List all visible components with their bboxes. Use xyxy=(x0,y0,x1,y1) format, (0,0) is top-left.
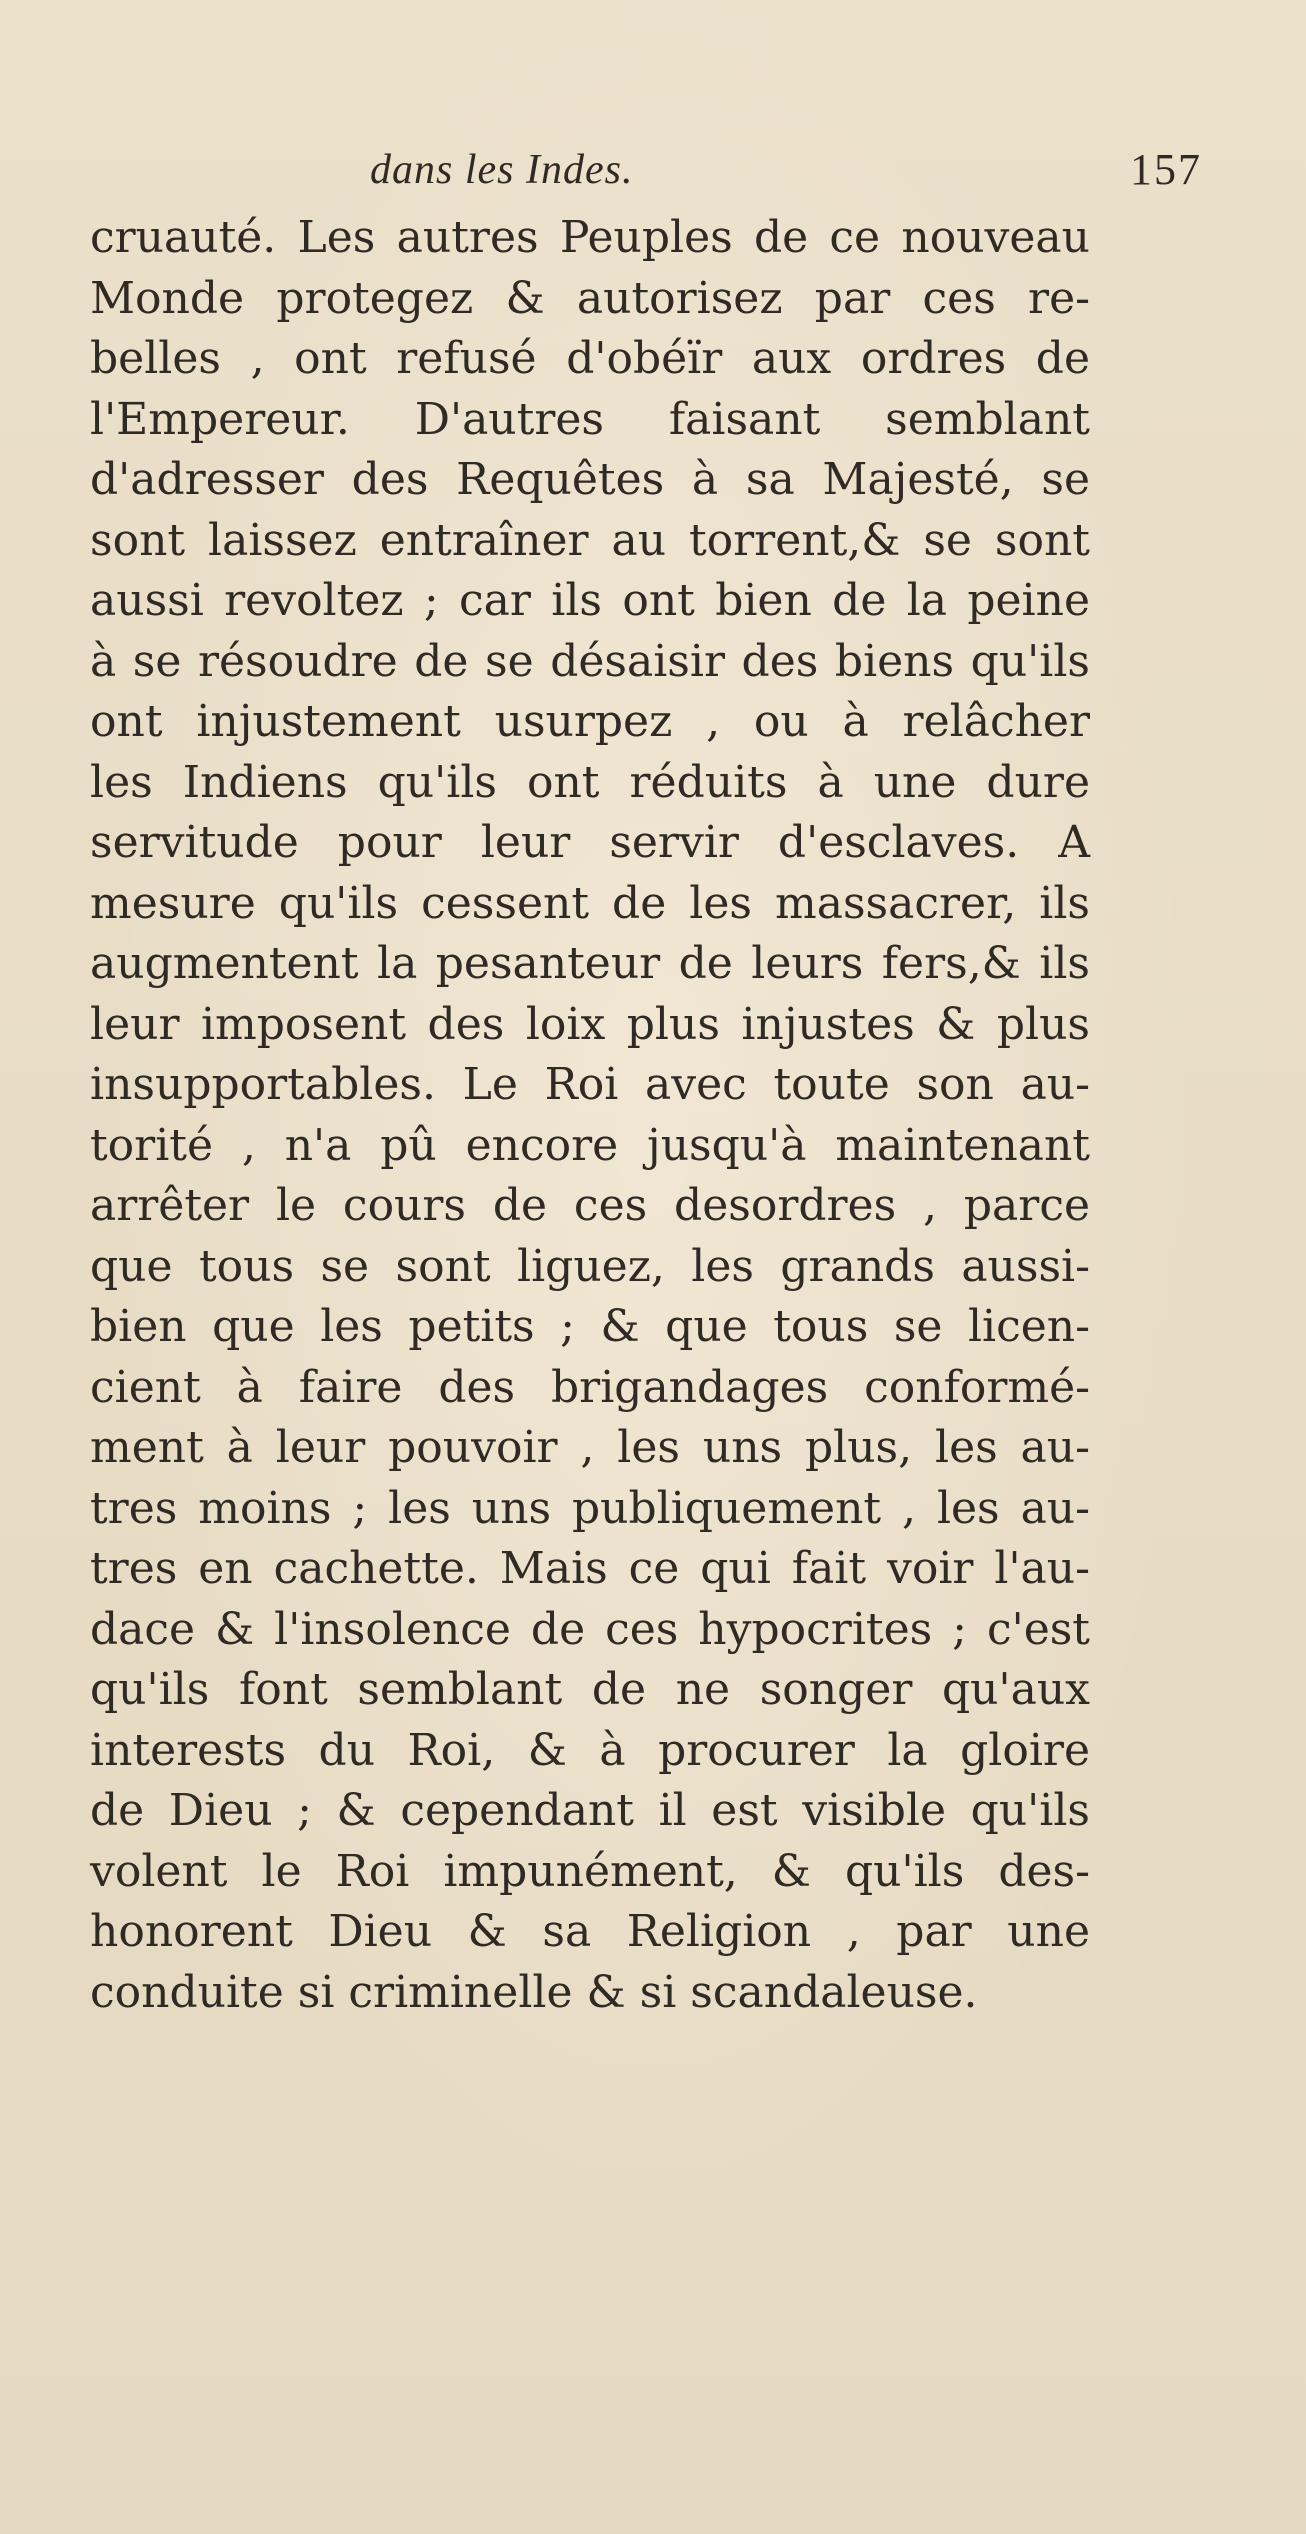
text-line: mesure qu'ils cessent de les massacrer, ils xyxy=(90,877,1090,929)
text-line: interests du Roi, & à procurer la gloire xyxy=(90,1724,1090,1776)
text-line: cruauté. Les autres Peuples de ce nouveau xyxy=(90,212,1090,263)
text-line: belles , ont refusé d'obéïr aux ordres de xyxy=(90,333,1090,384)
text-line: de Dieu ; & cependant il est visible qu'ils xyxy=(90,1785,1090,1836)
text-line: à se résoudre de se désaisir des biens qu'ils xyxy=(90,635,1090,687)
text-line: honorent Dieu & sa Religion , par une xyxy=(90,1906,1090,1957)
text-line: l'Empereur. D'autres faisant semblant xyxy=(90,393,1090,445)
running-head: dans les Indes. xyxy=(370,147,634,193)
text-line: volent le Roi impunément, & qu'ils des- xyxy=(90,1845,1090,1897)
text-line: conduite si criminelle & si scandaleuse. xyxy=(90,1966,978,2018)
text-line: dace & l'insolence de ces hypocrites ; c'est xyxy=(90,1603,1090,1655)
body-text xyxy=(90,208,1090,2023)
text-line: les Indiens qu'ils ont réduits à une dure xyxy=(90,756,1090,808)
text-line: torité , n'a pû encore jusqu'à maintenant xyxy=(90,1119,1090,1171)
page-header xyxy=(0,140,1306,200)
text-line: aussi revoltez ; car ils ont bien de la peine xyxy=(90,575,1090,626)
text-line: tres moins ; les uns publiquement , les au- xyxy=(90,1482,1090,1534)
text-line: sont laissez entraîner au torrent,& se sont xyxy=(90,514,1090,566)
page-number: 157 xyxy=(1130,145,1202,194)
text-line: que tous se sont liguez, les grands aussi- xyxy=(90,1240,1090,1292)
text-line: d'adresser des Requêtes à sa Majesté, se xyxy=(90,454,1090,505)
text-line: augmentent la pesanteur de leurs fers,& ils xyxy=(90,938,1090,989)
text-line: Monde protegez & autorisez par ces re- xyxy=(90,272,1090,324)
text-line: bien que les petits ; & que tous se licen- xyxy=(90,1301,1090,1352)
text-line: qu'ils font semblant de ne songer qu'aux xyxy=(90,1664,1090,1715)
text-line: arrêter le cours de ces desordres , parce xyxy=(90,1180,1090,1231)
text-line: ment à leur pouvoir , les uns plus, les au- xyxy=(90,1422,1090,1473)
text-line: tres en cachette. Mais ce qui fait voir l'au- xyxy=(90,1543,1090,1594)
text-line: ont injustement usurpez , ou à relâcher xyxy=(90,696,1090,747)
text-line: servitude pour leur servir d'esclaves. A xyxy=(90,817,1090,868)
text-line: leur imposent des loix plus injustes & plus xyxy=(90,998,1090,1050)
text-line: cient à faire des brigandages conformé- xyxy=(90,1361,1090,1413)
text-line: insupportables. Le Roi avec toute son au- xyxy=(90,1059,1090,1110)
